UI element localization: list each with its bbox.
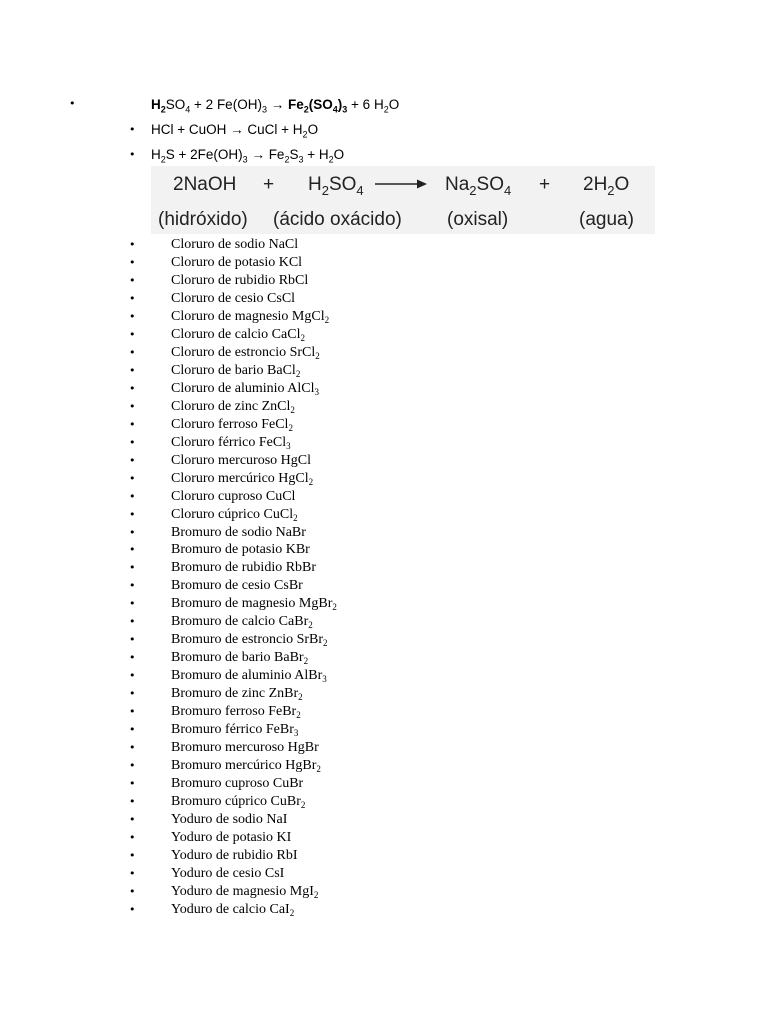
subscript: 2 <box>295 368 301 379</box>
bullet-marker: • <box>129 148 136 161</box>
salt-name: Cloruro cúprico CuCl$_2$ <box>171 506 298 523</box>
bullet-marker: • <box>129 489 136 503</box>
bullet-marker: • <box>129 291 136 305</box>
bullet-marker: • <box>129 453 136 467</box>
salt-name: Bromuro de sodio NaBr <box>171 524 306 540</box>
salt-name: Bromuro férrico FeBr$_3$ <box>171 722 299 739</box>
label-agua: (agua) <box>579 209 634 230</box>
product-na2so4: $Na_2SO_4$ <box>445 174 512 198</box>
bullet-marker: • <box>129 579 136 593</box>
salt-name: Bromuro cuproso CuBr <box>171 776 304 792</box>
subscript: 2 <box>298 692 303 703</box>
equation-text: (SO <box>308 97 333 112</box>
equation-text: → <box>266 97 288 112</box>
salt-name: Cloruro de potasio KCl <box>171 254 303 270</box>
bullet-marker: • <box>129 507 136 521</box>
salt-name: Yoduro de cesio CsI <box>171 865 285 881</box>
bullet-marker: • <box>129 777 136 791</box>
equation-text: H <box>151 147 161 162</box>
salt-name: Cloruro de sodio NaCl <box>171 237 299 252</box>
equation-text: → Fe <box>247 147 285 162</box>
subscript: 2 <box>303 104 309 115</box>
equation-text: HCl + CuOH → CuCl + H <box>151 122 303 137</box>
subscript: 2 <box>288 422 293 433</box>
bullet-marker: • <box>129 597 136 611</box>
salt-name: Cloruro de zinc ZnCl$_2$ <box>171 398 295 415</box>
bullet-marker: • <box>129 543 136 557</box>
salt-name: Cloruro de calcio CaCl$_2$ <box>171 326 305 343</box>
bullet-marker: • <box>129 327 136 341</box>
equation-text: SO <box>165 97 186 112</box>
bullet-marker: • <box>129 435 136 449</box>
subscript: 3 <box>261 104 267 115</box>
plus-sign: + <box>539 174 551 195</box>
equation-text: H <box>151 97 161 112</box>
reaction-arrow-icon <box>375 178 427 190</box>
bullet-marker: • <box>129 399 136 413</box>
subscript: 2 <box>289 907 295 918</box>
subscript: 2 <box>300 800 306 811</box>
subscript: 2 <box>160 104 166 115</box>
bullet-marker: • <box>69 97 76 110</box>
subscript: 2 <box>284 154 290 165</box>
subscript: 2 <box>303 656 309 667</box>
bullet-marker: • <box>129 381 136 395</box>
salt-name: Yoduro de rubidio RbI <box>171 847 298 863</box>
bullet-marker: • <box>129 273 136 287</box>
bullet-marker: • <box>129 363 136 377</box>
salt-name: Cloruro mercuroso HgCl <box>171 452 311 468</box>
bullet-marker: • <box>129 759 136 773</box>
bullet-marker: • <box>129 561 136 575</box>
subscript: 2 <box>302 129 308 140</box>
bullet-marker: • <box>129 813 136 826</box>
reaction-image <box>151 166 655 234</box>
bullet-marker: • <box>129 848 136 862</box>
salt-name: Bromuro mercúrico HgBr$_2$ <box>171 758 321 775</box>
subscript: 2 <box>332 602 337 613</box>
salt-name: Cloruro de magnesio MgCl$_2$ <box>171 308 330 325</box>
salt-name: Bromuro de calcio CaBr$_2$ <box>171 614 313 631</box>
salt-name: Yoduro de magnesio MgI$_2$ <box>171 883 319 900</box>
bullet-marker: • <box>129 525 136 539</box>
equation-text: O <box>388 97 400 112</box>
label-oxisal: (oxisal) <box>447 209 509 230</box>
salt-name: Bromuro de estroncio SrBr$_2$ <box>171 632 328 649</box>
salt-name: Bromuro de rubidio RbBr <box>171 560 317 576</box>
subscript: 2 <box>308 620 313 631</box>
salt-name: Bromuro mercuroso HgBr <box>171 740 319 756</box>
equation-text: ) <box>337 97 343 112</box>
subscript: 2 <box>315 350 320 361</box>
salt-name: Bromuro de zinc ZnBr$_2$ <box>171 686 303 703</box>
subscript: 4 <box>185 104 191 115</box>
salt-name: Bromuro de cesio CsBr <box>171 578 303 594</box>
bullet-marker: • <box>129 687 136 701</box>
subscript: 3 <box>242 154 248 165</box>
bullet-marker: • <box>129 651 136 665</box>
bullet-marker: • <box>129 309 136 323</box>
equation-text: O <box>307 122 319 137</box>
bullet-marker: • <box>129 705 136 719</box>
equation-line <box>151 147 344 165</box>
subscript: 3 <box>293 728 299 739</box>
bullet-marker: • <box>129 345 136 359</box>
bullet-marker: • <box>129 795 136 809</box>
salt-name: Cloruro de bario BaCl$_2$ <box>171 362 301 379</box>
bullet-marker: • <box>129 615 136 629</box>
salt-name: Cloruro cuproso CuCl <box>171 488 296 504</box>
equation-text: + 6 H <box>347 97 384 112</box>
bullet-marker: • <box>129 238 136 251</box>
plus-sign: + <box>263 174 275 195</box>
bullet-marker: • <box>129 417 136 431</box>
subscript: 2 <box>290 404 295 415</box>
salt-name: Bromuro de magnesio MgBr$_2$ <box>171 596 337 613</box>
bullet-marker: • <box>129 723 136 737</box>
equation-text: S + 2Fe(OH) <box>165 147 243 162</box>
product-2h2o: $2H_2O$ <box>583 174 630 198</box>
salt-name: Cloruro de aluminio AlCl$_3$ <box>171 380 319 397</box>
salt-name: Cloruro de estroncio SrCl$_2$ <box>171 344 320 361</box>
equation-line <box>151 122 318 140</box>
subscript: 3 <box>286 440 291 451</box>
subscript: 2 <box>308 476 314 487</box>
bullet-marker: • <box>129 471 136 485</box>
label-acido-oxacido: (ácido oxácido) <box>273 209 402 230</box>
equation-text: O <box>333 147 345 162</box>
equation-text: S <box>289 147 299 162</box>
subscript: 2 <box>293 512 298 523</box>
reactant-naoh: 2NaOH <box>173 174 237 195</box>
salt-name: Yoduro de calcio CaI$_2$ <box>171 901 295 918</box>
salt-name: Bromuro de aluminio AlBr$_3$ <box>171 668 327 685</box>
subscript: 2 <box>296 710 301 721</box>
salt-name: Cloruro mercúrico HgCl$_2$ <box>171 470 314 487</box>
bullet-marker: • <box>129 633 136 647</box>
subscript: 3 <box>342 104 348 115</box>
subscript: 2 <box>324 314 330 325</box>
bullet-marker: • <box>129 255 136 269</box>
subscript: 3 <box>322 674 327 685</box>
salt-name: Bromuro de bario BaBr$_2$ <box>171 650 309 667</box>
bullet-marker: • <box>129 830 136 844</box>
bullet-marker: • <box>129 741 136 755</box>
subscript: 4 <box>332 104 338 115</box>
subscript: 2 <box>300 332 305 343</box>
equation-text: + H <box>303 147 329 162</box>
bullet-marker: • <box>129 669 136 683</box>
equation-text: + 2 Fe(OH) <box>190 97 262 112</box>
equation-line <box>151 97 399 115</box>
bullet-marker: • <box>129 866 136 880</box>
subscript: 2 <box>323 638 328 649</box>
salt-name: Bromuro ferroso FeBr$_2$ <box>171 704 301 721</box>
salt-name: Bromuro cúprico CuBr$_2$ <box>171 794 306 811</box>
bullet-marker: • <box>129 123 136 136</box>
salt-name: Cloruro de rubidio RbCl <box>171 272 309 288</box>
bullet-marker: • <box>129 902 136 916</box>
subscript: 2 <box>316 764 321 775</box>
subscript: 2 <box>313 889 319 900</box>
salt-name: Bromuro de potasio KBr <box>171 542 310 558</box>
bullet-marker: • <box>129 884 136 898</box>
subscript: 2 <box>328 154 334 165</box>
salt-name: Cloruro ferroso FeCl$_2$ <box>171 416 293 433</box>
subscript: 3 <box>314 386 319 397</box>
label-hidroxido: (hidróxido) <box>158 209 248 230</box>
salt-name: Yoduro de potasio KI <box>171 829 292 845</box>
subscript: 2 <box>383 104 389 115</box>
salt-name: Yoduro de sodio NaI <box>171 812 288 827</box>
reactant-h2so4: $H_2SO_4$ <box>308 174 364 198</box>
equation-text: Fe <box>287 97 304 112</box>
subscript: 3 <box>298 154 304 165</box>
salt-name: Cloruro férrico FeCl$_3$ <box>171 434 291 451</box>
subscript: 2 <box>160 154 166 165</box>
salt-name: Cloruro de cesio CsCl <box>171 290 296 306</box>
